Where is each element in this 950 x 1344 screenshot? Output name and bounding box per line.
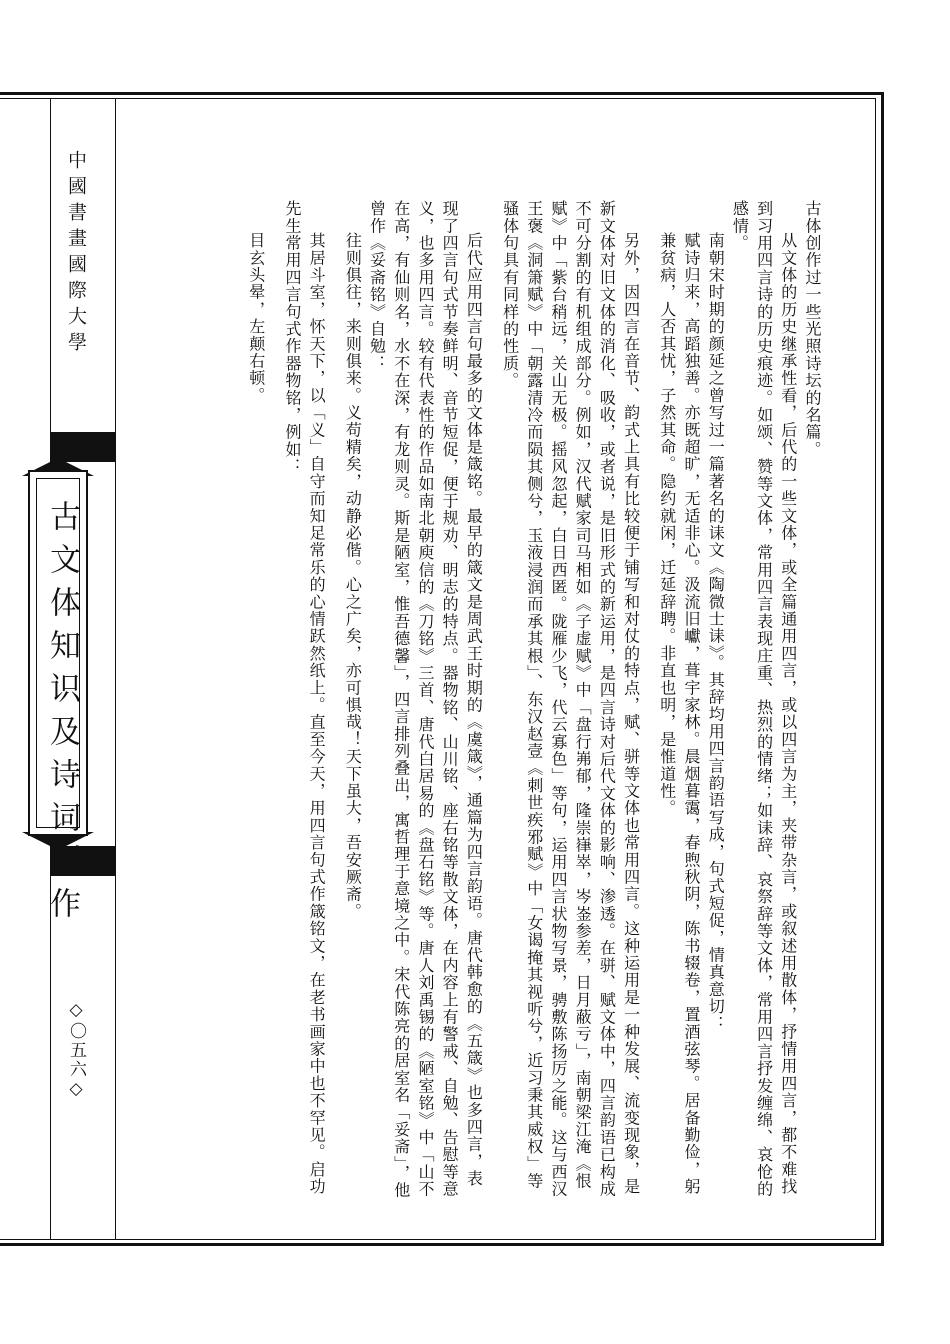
quote-qigong-ming: 目玄头晕，左颠右顿。	[246, 232, 266, 404]
paragraph-continuation: 古体创作过一些光照诗坛的名篇。	[803, 200, 822, 458]
paragraph-inheritance: 从文体的历史继承性看，后代的一些文体，或全篇通用四言，或以四言为主，夹带杂言，或叙述用散体，抒情用四言，都不难找到习用四言诗的历史痕迹。如颂、赞等文体，常用四言表现庄重、热烈的情绪；如诔辞、哀祭辞等文体，常用四言抒发缠绵、哀怆的感情。	[730, 200, 798, 1198]
page-number: ◇〇五六◇	[66, 1000, 86, 1101]
book-title: 古文体知识及诗词创作	[44, 500, 80, 930]
paragraph-yan-yanzhi: 南朝宋时期的颜延之曾写过一篇著名的诔文《陶微士诔》。其辞均用四言韵语写成，句式短促，情真意切：	[706, 232, 726, 1033]
body-text	[140, 200, 824, 1200]
quote-tuozhai-ming: 往则俱往，来则俱来。义苟精矣，动静必偕。心之广矣，亦可惧哉！天下虽大，吾安厥斋。	[343, 232, 363, 920]
paragraph-fu-pianwen: 另外，因四言在音节、韵式上具有比较便于铺写和对仗的特点，赋、骈等文体也常用四言。这种运用是一种发展、流变现象，是新文体对旧文体的消化、吸收，或者说，是旧形式的新运用，是四言诗对后代文体的影响、渗透。在骈、赋文体中，四言韵语已构成不可分割的有机组成部分。例如，汉代赋家司马相如《子虚赋》中「盘行岪郁，隆崇嵂崒，岑崟参差，日月蔽亏」，南朝梁江淹《恨赋》中「紫台稍远，关山无极。摇风忽起，白日西匿。陇雁少飞，代云寡色」等句，运用四言状物写景，骋敷陈扬厉之能。这与西汉王褒《洞箫赋》中「朝露清冷而陨其侧兮，玉液浸润而承其根」、东汉赵壹《刺世疾邪赋》中「女谒掩其视听兮，近习秉其威权」等骚体句具有同样的性质。	[500, 200, 641, 1198]
university-name: 中國書畫國際大學	[65, 150, 87, 358]
paragraph-zhen-ming: 后代应用四言句最多的文体是箴铭。最早的箴文是周武王时期的《虞箴》，通篇为四言韵语。唐代韩愈的《五箴》也多四言，表现了四言句式节奏鲜明、音节短促，便于规劝、明志的特点。器物铭、山川铭、座右铭等散文体，在内容上有警戒、自勉、告慰等意义，也多用四言。较有代表性的作品如南北朝庾信的《刀铭》三首、唐代白居易的《盘石铭》等。唐人刘禹锡的《陋室铭》中「山不在高，有仙则名，水不在深，有龙则灵。斯是陋室，惟吾德馨」，四言排列叠出，寓哲理于意境之中。宋代陈亮的居室名「妥斋」，他曾作《妥斋铭》自勉：	[367, 200, 484, 1199]
quote-tao-elegy: 赋诗归来，高蹈独善。亦既超旷，无适非心。汲流旧巘，葺宇家林。晨烟暮霭，春煦秋阴，陈书辍卷，置酒弦琴。居备勤俭，躬兼贫病，人否其忧，子然其命。隐约就闲，迁延辞聘。非直也明，是惟道性。	[657, 232, 701, 1196]
paragraph-qigong: 其居斗室，怀天下，以「义」自守而知足常乐的心情跃然纸上。直至今天，用四言句式作箴铭文，在老书画家中也不罕见。启功先生常用四言句式作器物铭，例如：	[282, 200, 327, 1196]
